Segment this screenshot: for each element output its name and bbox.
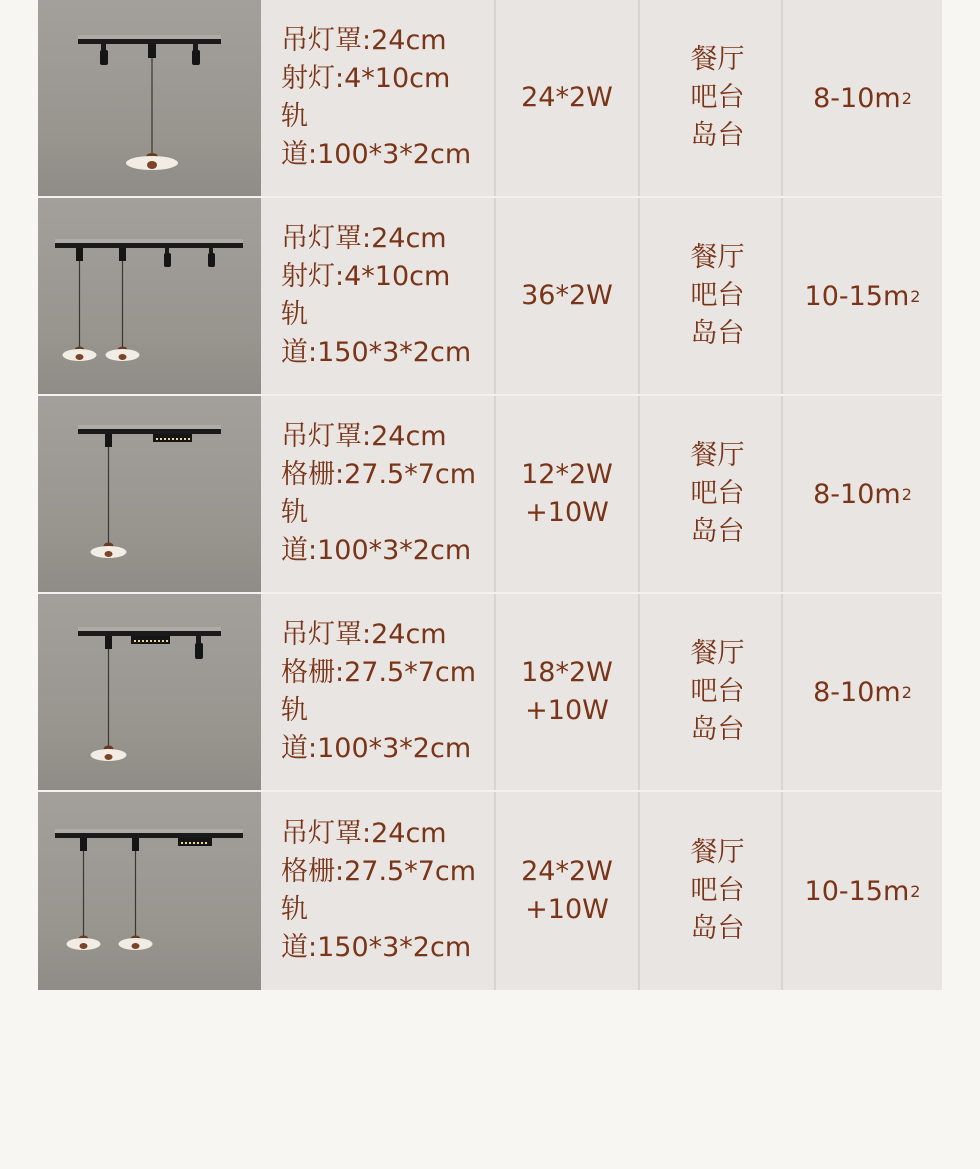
usage-item: 吧台 [690,875,745,906]
spec-track: 轨道:100*3*2cm [281,497,472,566]
area-value: 8-10m [813,478,901,510]
area-value: 8-10m [813,676,901,708]
spec-cell [261,594,494,790]
usage-item: 岛台 [690,714,745,745]
table-row [38,792,942,990]
spec-shade: 吊灯罩:24cm [281,25,447,56]
usage-cell [638,594,781,790]
usage-cell [638,396,781,592]
spec-track: 轨道:150*3*2cm [281,894,472,963]
power-extra: +10W [525,894,609,925]
usage-item: 岛台 [690,913,745,944]
power-value: 12*2W [521,459,613,490]
power-extra: +10W [525,695,609,726]
product-photo [38,396,261,592]
spec-cell [261,0,494,196]
usage-item: 餐厅 [690,638,745,669]
area-value: 10-15m [804,875,910,907]
product-photo [38,198,261,394]
power-cell [494,594,638,790]
spec-table [38,0,942,990]
power-value: 24*2W [521,856,613,887]
spec-part: 格栅:27.5*7cm [281,657,477,688]
area-cell [781,594,942,790]
product-photo [38,792,261,990]
usage-item: 岛台 [690,516,745,547]
table-row [38,396,942,594]
usage-item: 岛台 [690,120,745,151]
power-value: 36*2W [521,280,613,311]
power-cell [494,198,638,394]
table-row [38,594,942,792]
usage-item: 吧台 [690,82,745,113]
spec-shade: 吊灯罩:24cm [281,223,447,254]
area-value: 10-15m [804,280,910,312]
power-cell [494,792,638,990]
usage-cell [638,792,781,990]
spec-track: 轨道:150*3*2cm [281,299,472,368]
usage-item: 岛台 [690,318,745,349]
area-unit-superscript: 2 [901,88,912,108]
usage-item: 餐厅 [690,44,745,75]
power-cell [494,0,638,196]
usage-item: 吧台 [690,676,745,707]
spec-shade: 吊灯罩:24cm [281,619,447,650]
usage-item: 餐厅 [690,242,745,273]
area-cell [781,198,942,394]
power-extra: +10W [525,497,609,528]
usage-item: 吧台 [690,478,745,509]
power-cell [494,396,638,592]
area-cell [781,396,942,592]
spec-shade: 吊灯罩:24cm [281,421,447,452]
power-value: 24*2W [521,82,613,113]
table-row [38,198,942,396]
area-cell [781,792,942,990]
area-value: 8-10m [813,82,901,114]
usage-cell [638,0,781,196]
spec-track: 轨道:100*3*2cm [281,695,472,764]
usage-item: 餐厅 [690,440,745,471]
spec-shade: 吊灯罩:24cm [281,818,447,849]
area-cell [781,0,942,196]
area-unit-superscript: 2 [901,682,912,702]
spec-cell [261,396,494,592]
area-unit-superscript: 2 [910,881,921,901]
spec-track: 轨道:100*3*2cm [281,101,472,170]
usage-item: 餐厅 [690,837,745,868]
area-unit-superscript: 2 [901,484,912,504]
spec-part: 射灯:4*10cm [281,63,451,94]
product-photo [38,594,261,790]
table-row [38,0,942,198]
usage-item: 吧台 [690,280,745,311]
spec-cell [261,198,494,394]
power-value: 18*2W [521,657,613,688]
product-photo [38,0,261,196]
spec-part: 格栅:27.5*7cm [281,856,477,887]
usage-cell [638,198,781,394]
area-unit-superscript: 2 [910,286,921,306]
spec-cell [261,792,494,990]
spec-part: 格栅:27.5*7cm [281,459,477,490]
spec-part: 射灯:4*10cm [281,261,451,292]
